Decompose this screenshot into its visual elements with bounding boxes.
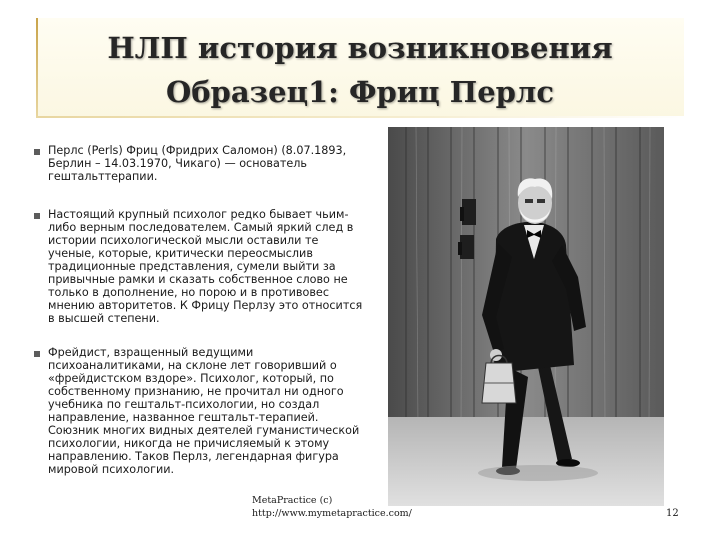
bullet-text: Фрейдист, взращенный ведущими психоаналитиками, на склоне лет говоривший о «фрейдистском вздоре». Психолог, который, по собственному признанию, не прочитал ни одного учебника по гештальт-психологии, но создал направление, названное гештальт-терапией. Союзник многих видных деятелей гуманистической психологии, никогда не причисляемый к этому направлению. Таков Перлз, легендарная фигура мировой психологии. [48,346,360,476]
bullet-text: Настоящий крупный психолог редко бывает чьим- либо верным последователем. Самый яркий след в истории психологической мысли оставили те ученые, которые, критически переосмыслив традиционные представления, сумели выйти за привычные рамки и сказать собственное слово не только в дополнение, но порою и в противовес мнению авторитетов. К Фрицу Перлзу это относится в высшей степени. [48,208,363,325]
bullet-item-2 [34,208,362,325]
bullet-item-3 [34,346,359,476]
bullet-square-icon [34,351,40,357]
portrait-photo-illustration [388,127,664,506]
slide-title-line-2: Образец1: Фриц Перлс [165,75,555,109]
slide-title [40,26,680,114]
page-number: 12 [666,508,679,519]
bullet-square-icon [34,213,40,219]
footer-credit-url[interactable]: http://www.mymetapractice.com/ [252,508,412,519]
footer-credit-line-1: MetaPractice (c) [252,495,333,506]
footer-credit [252,494,412,520]
title-accent-rule-vertical [36,18,38,118]
bullet-text: Перлс (Perls) Фриц (Фридрих Саломон) (8.07.1893, Берлин – 14.03.1970, Чикаго) — основатель гештальттерапии. [48,144,347,183]
bullet-item-1 [34,144,346,183]
title-accent-rule-horizontal [36,116,684,118]
portrait-photo [388,127,664,506]
bullet-square-icon [34,149,40,155]
slide-title-line-1: НЛП история возникновения [107,31,613,65]
